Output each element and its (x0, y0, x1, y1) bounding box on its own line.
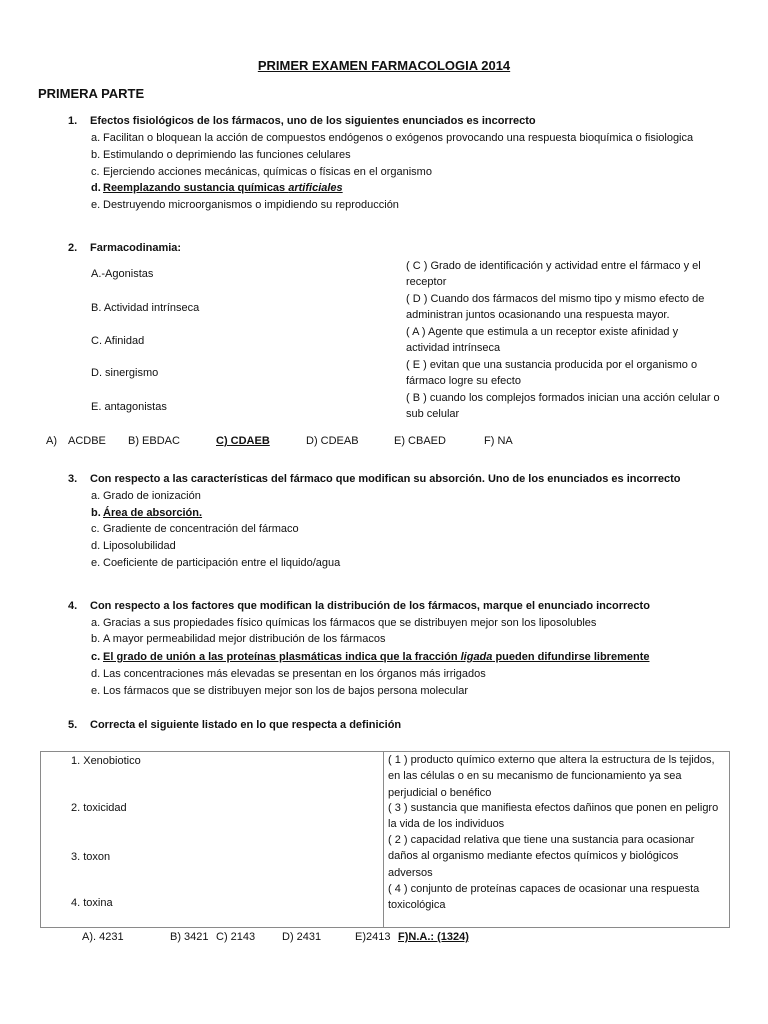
q2-answer-a-label: A) (46, 435, 57, 447)
q2-answer-f: F) NA (484, 435, 513, 447)
q5-answer-e: E)2413 (355, 931, 391, 943)
q2-term-a: A.-Agonistas (91, 268, 154, 280)
q5-answer-b: B) 3421 (170, 931, 209, 943)
q2-term-e: E. antagonistas (91, 401, 167, 413)
q4-option-a: a. Gracias a sus propiedades físico químicas los fármacos que se distribuyen mejor son los liposolubles (91, 617, 597, 629)
q2-term-c: C. Afinidad (91, 335, 145, 347)
q1-option-e: e. Destruyendo microorganismos o impidiendo su reproducción (91, 199, 399, 211)
q4-option-c-correct: c. El grado de unión a las proteínas plasmáticas indica que la fracción ligada pueden difundirse libremente (91, 651, 650, 663)
q5-term-4: 4. toxina (71, 897, 113, 909)
q4-option-e: e. Los fármacos que se distribuyen mejor son los de bajos persona molecular (91, 685, 469, 697)
q2-answer-d: D) CDEAB (306, 435, 359, 447)
question-5: 5. Correcta el siguiente listado en lo que respecta a definición (68, 719, 402, 731)
q4-option-b: b. A mayor permeabilidad mejor distribución de los fármacos (91, 633, 386, 645)
table-divider (383, 752, 384, 927)
q5-answer-c: C) 2143 (216, 931, 256, 943)
q2-definition-3: ( A ) Agente que estimula a un receptor existe afinidad y actividad intrínseca (406, 326, 679, 355)
q5-answer-d: D) 2431 (282, 931, 322, 943)
exam-title: PRIMER EXAMEN FARMACOLOGIA 2014 (257, 58, 511, 73)
q2-answer-e: E) CBAED (394, 435, 446, 447)
question-3: 3. Con respecto a las características del fármaco que modifican su absorción. Uno de los enunciados es incorrecto (68, 473, 681, 485)
q2-answer-a: ACDBE (68, 435, 106, 447)
q2-definition-5: ( B ) cuando los complejos formados inician una acción celular o sub celular (406, 392, 720, 421)
q5-definition-2: ( 3 ) sustancia que manifiesta efectos dañinos que ponen en peligro la vida de los individuos (388, 802, 719, 831)
q3-option-b-correct: b. Área de absorción. (91, 507, 203, 519)
q4-option-d: d. Las concentraciones más elevadas se presentan en los órganos más irrigados (91, 668, 486, 680)
q2-definition-1: ( C ) Grado de identificación y actividad entre el fármaco y el receptor (406, 260, 701, 289)
q2-term-b: B. Actividad intrínseca (91, 302, 200, 314)
q5-definition-1: ( 1 ) producto químico externo que altera la estructura de ls tejidos, en las células o en su mecanismo de funcionamiento ya sea perjudicial o benéfico (388, 754, 715, 799)
q3-option-a: a. Grado de ionización (91, 490, 201, 502)
q3-option-e: e. Coeficiente de participación entre el liquido/agua (91, 557, 341, 569)
definitions-table (40, 751, 730, 928)
q3-option-d: d. Liposolubilidad (91, 540, 176, 552)
q5-term-2: 2. toxicidad (71, 802, 127, 814)
q1-option-c: c. Ejerciendo acciones mecánicas, químicas o físicas en el organismo (91, 166, 432, 178)
question-1 (68, 115, 536, 127)
q2-answer-b: B) EBDAC (128, 435, 180, 447)
q3-option-c: c. Gradiente de concentración del fármaco (91, 523, 299, 535)
question-4: 4. Con respecto a los factores que modifican la distribución de los fármacos, marque el enunciado incorrecto (68, 600, 650, 612)
question-2: 2. Farmacodinamia: (68, 242, 182, 254)
q5-answer-f-correct: F)N.A.: (1324) (398, 931, 469, 943)
q1-option-a: a. Facilitan o bloquean la acción de compuestos endógenos o exógenos provocando una respuesta bioquímica o fisiologica (91, 132, 694, 144)
q5-answer-a: A). 4231 (82, 931, 124, 943)
q1-option-b: b. Estimulando o deprimiendo las funciones celulares (91, 149, 351, 161)
q1-option-d-correct: d. Reemplazando sustancia químicas artificiales (91, 182, 343, 194)
q2-term-d: D. sinergismo (91, 367, 159, 379)
q5-definition-3: ( 2 ) capacidad relativa que tiene una sustancia para ocasionar daños al organismo mediante efectos químicos y biológicos adversos (388, 834, 695, 879)
question-text: Efectos fisiológicos de los fármacos, uno de los siguientes enunciados es incorrecto (90, 115, 536, 127)
q5-term-1: 1. Xenobiotico (71, 755, 141, 767)
q5-definition-4: ( 4 ) conjunto de proteínas capaces de ocasionar una respuesta toxicológica (388, 883, 700, 912)
part-heading: PRIMERA PARTE (38, 86, 145, 101)
q2-answer-c-correct: C) CDAEB (216, 435, 270, 447)
q2-definition-4: ( E ) evitan que una sustancia producida por el organismo o fármaco logre su efecto (406, 359, 698, 388)
q2-definition-2: ( D ) Cuando dos fármacos del mismo tipo y mismo efecto de administran juntos ocasionando una respuesta mayor. (406, 293, 705, 322)
question-number: 1. (68, 115, 78, 127)
q5-term-3: 3. toxon (71, 851, 111, 863)
